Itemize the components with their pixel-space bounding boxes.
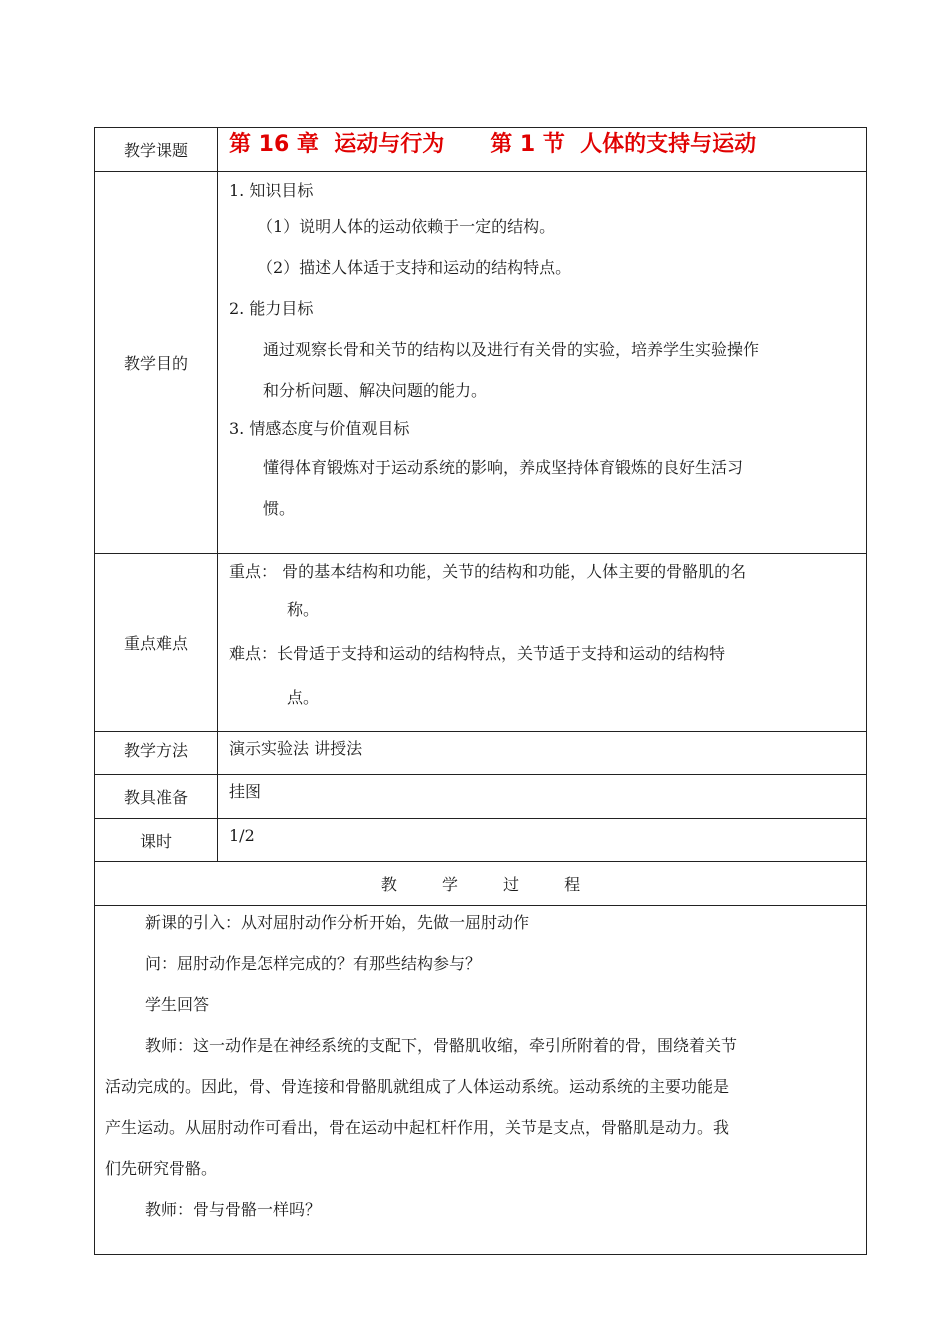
process-teacher-line3: 产生运动。从屈肘动作可看出，骨在运动中起杠杆作用，关节是支点，骨骼肌是动力。我	[105, 1118, 730, 1137]
keypoint-focus-line2: 称。	[287, 600, 320, 619]
process-heading	[95, 862, 867, 906]
row-method	[95, 732, 867, 775]
objective-heading-attitude: 3. 情感态度与价值观目标	[229, 419, 410, 438]
cell-method	[218, 732, 867, 775]
tools-value: 挂图	[229, 782, 262, 801]
process-heading-char-4: 程	[564, 875, 581, 894]
objective-ability-1: 通过观察长骨和关节的结构以及进行有关骨的实验，培养学生实验操作	[263, 340, 760, 359]
objective-attitude-2: 惯。	[263, 499, 296, 518]
row-objectives	[95, 172, 867, 554]
objective-knowledge-2: （2）描述人体适于支持和运动的结构特点。	[257, 258, 572, 277]
method-value: 演示实验法 讲授法	[229, 739, 363, 758]
row-process-body	[95, 906, 867, 1255]
objective-heading-ability: 2. 能力目标	[229, 299, 314, 318]
process-teacher-question: 教师：骨与骨骼一样吗？	[145, 1200, 322, 1219]
keypoint-difficulty-line1: 难点：长骨适于支持和运动的结构特点，关节适于支持和运动的结构特	[229, 644, 726, 663]
row-topic	[95, 128, 867, 172]
keypoint-difficulty-line2: 点。	[287, 688, 320, 707]
process-teacher-line2: 活动完成的。因此，骨、骨连接和骨骼肌就组成了人体运动系统。运动系统的主要功能是	[105, 1077, 730, 1096]
label-hours: 课时	[95, 819, 218, 862]
objective-attitude-1: 懂得体育锻炼对于运动系统的影响，养成坚持体育锻炼的良好生活习	[263, 458, 744, 477]
cell-hours	[218, 819, 867, 862]
keypoint-focus-line1: 重点： 骨的基本结构和功能，关节的结构和功能，人体主要的骨骼肌的名	[229, 562, 747, 581]
label-objectives: 教学目的	[95, 172, 218, 554]
process-intro: 新课的引入：从对屈肘动作分析开始，先做一屈肘动作	[145, 913, 530, 932]
process-heading-char-2: 学	[441, 875, 458, 894]
hours-value: 1/2	[229, 826, 255, 845]
process-body	[95, 906, 867, 1255]
cell-keypoints	[218, 554, 867, 732]
label-keypoints: 重点难点	[95, 554, 218, 732]
objective-heading-knowledge: 1. 知识目标	[229, 181, 314, 200]
process-teacher-line1: 教师：这一动作是在神经系统的支配下，骨骼肌收缩，牵引所附着的骨，围绕着关节	[145, 1036, 738, 1055]
row-keypoints	[95, 554, 867, 732]
objective-knowledge-1: （1）说明人体的运动依赖于一定的结构。	[257, 217, 556, 236]
process-heading-char-1: 教	[380, 875, 397, 894]
label-method: 教学方法	[95, 732, 218, 775]
row-process-heading	[95, 862, 867, 906]
label-topic: 教学课题	[95, 128, 218, 172]
lesson-title: 第 16 章 运动与行为 第 1 节 人体的支持与运动	[229, 132, 757, 157]
label-tools: 教具准备	[95, 775, 218, 819]
lesson-plan-table	[94, 127, 867, 1255]
row-tools	[95, 775, 867, 819]
process-teacher-line4: 们先研究骨骼。	[105, 1159, 218, 1178]
process-student-answer: 学生回答	[145, 995, 210, 1014]
process-question: 问：屈肘动作是怎样完成的？有那些结构参与？	[145, 954, 482, 973]
row-hours	[95, 819, 867, 862]
process-heading-char-3: 过	[503, 875, 520, 894]
cell-topic	[218, 128, 867, 172]
cell-tools	[218, 775, 867, 819]
cell-objectives	[218, 172, 867, 554]
objective-ability-2: 和分析问题、解决问题的能力。	[263, 381, 488, 400]
